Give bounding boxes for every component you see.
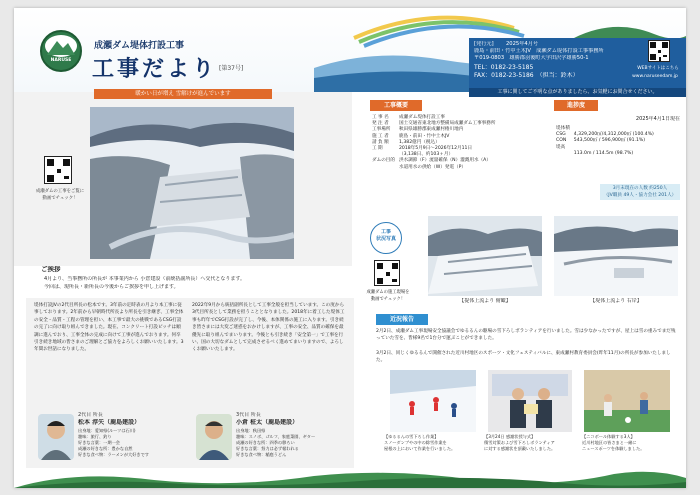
person-1-tag: 2代目 所長: [78, 412, 103, 418]
overview-value: （3,138日、約103ヶ月）: [398, 152, 454, 158]
logo-mountain-icon: [45, 35, 77, 57]
person-2-line-4: 好きな言葉：努力は必ず報われる: [236, 446, 299, 451]
progress-title: 進捗度: [554, 100, 598, 111]
publish-date: 2025年4月号: [506, 41, 539, 47]
person-2-name: 小倉 柾太（鹿島建設）: [236, 419, 299, 426]
progress-key: CON: [556, 138, 567, 144]
news-text-1: 2月2日、成瀬ダム工事現場安全協議会でゆるるんの駆場の雪下ろしボランティアを行いました。雪は少なかったですが、屋上は雪の重みでまだ残っていた雪を、皆様9名で1台分で運ぶことができました。: [376, 329, 676, 342]
milestone-badge: 3月末現在の人数 約250人 （JV職員 49人・協力会社 201人）: [600, 184, 680, 200]
publisher-label: [発行元]: [474, 41, 494, 47]
overview-key: 請 負 額: [372, 139, 389, 145]
greeting-text-1: 4月より、当事務所の所長が 本事業内から 小倉建設（前統括副所長）へ交代となります。: [44, 276, 245, 282]
person-2-line-2: 趣味：スノボ、ゴルフ、家庭菜園、ギター: [236, 434, 316, 439]
greeting-col-1: 堤体打設JVの2代目所長の松本です。3年前の定時表の月より本工事に従事しております。2年前から早朝時代所長より所長を引き継ぎ、工事全体の安全・品質・工程の管理を担い、本工事で最大の挑戦であるCSG打設の完了に向け取り組んできました。現在、コンクリート打設ピッチは順調に進んでおり、工事全体の完成に向けて工事が進んでおります。何卒引き続き地域の皆さまのご理解とご協力をよろしくお願いいたします。3年間お世話になりました。: [34, 303, 184, 353]
person-2-tag: 3代目 所長: [236, 412, 261, 418]
newsletter-title: 工事だより: [92, 57, 218, 82]
progress-key: 堤体積: [556, 126, 570, 131]
progress-value: 4,329,200㎥/4,312,000㎥ (100.4%): [573, 132, 654, 138]
progress-value: 113.0m / 114.5m (98.7%): [573, 150, 634, 156]
issue-number: [第37号]: [219, 65, 244, 72]
overview-value: 1,382億円（税込）: [398, 139, 440, 145]
overview-value: 2018年5月9日〜2026年12月11日: [398, 146, 473, 152]
publisher-company: 鹿島・前田・竹中土木JV 成瀬ダム堤体打設工事事務所: [474, 48, 604, 54]
overview-key: 発 注 者: [372, 121, 389, 127]
greeting-col-2: 2022年9月から統括副所長として工事全般を担当しています。この度から3代目所長として業務を担うこととなりました。2018年に着工した堤体工事も昨年でCSG打設が完了し、今後、本体関係の施工に入ります。引き続き皆さまには大変ご迷惑をおかけしますが、工事の安全、品質の確保を最優先に取り組んでまいります。今後とも引き続き「安全第一」で工事を行い、国の大切なダムとして完成させるべく進めてまいりますので、よろしくお願いいたします。: [192, 303, 345, 353]
construction-photo-right: [554, 216, 678, 296]
overview-row: [370, 165, 497, 171]
avatar-person-2: [196, 414, 232, 460]
newsletter-page: [14, 8, 686, 488]
photos-badge-label: 工事 状況写真: [375, 229, 396, 242]
inquiry-strip: 工事に関してご不明な点がありましたら、お気軽にお問合せください。: [469, 88, 686, 97]
overview-key: 工 期: [372, 146, 383, 152]
publisher-tel: TEL：0182-23-5185: [474, 64, 534, 71]
news-text-2: 3月2日、同じくゆるるんで開催された近川村地区のスポーツ・文化フェスティバルに、東成瀬村教育委員会(昨年11月)の所長が参加いたしました。: [376, 351, 671, 364]
person-1-line-2: 趣味：旅行、釣り: [78, 434, 112, 439]
news-photo-snow-removal: [390, 370, 476, 432]
overview-value: 国土交通省東北地方整備局成瀬ダム工事事務所: [398, 121, 496, 127]
news-caption-1: 【ゆるるんの雪下ろし作業】 スノーダンプやの中の除雪作業を 屋根の上において作業を行いました。: [384, 434, 456, 451]
construction-photo-left: [428, 216, 542, 296]
publisher-address: 〒019-0803 雄勝郡羽後町大字田沢字雄勝50-1: [474, 55, 589, 61]
overview-value: 成瀬ダム堤体打設工事: [398, 115, 445, 120]
news-photo-award-ceremony: [488, 370, 572, 432]
progress-date: 2025年4月1日現在: [635, 116, 680, 122]
news-caption-2: 【3月24日 感謝状授与式】 積雪対策および雪下ろしボランティア に対する感謝状を頂戴いたしました。: [484, 434, 556, 451]
person-1-line-3: 好きな言葉：一期一会: [78, 440, 120, 445]
right-qr-note: 成瀬ダムの施工現場を 動画でチェック！: [366, 290, 410, 302]
overview-table: [370, 115, 497, 171]
progress-table: [554, 126, 656, 157]
publisher-fax: FAX：0182-23-5186 （担当：鈴木）: [474, 72, 579, 79]
progress-key: 堤高: [556, 144, 566, 150]
website-url[interactable]: www.naruseedam.jp: [632, 74, 678, 79]
overview-row: [370, 158, 497, 164]
main-photo-caption: 暖かい日が増え 雪解けが進んでいます: [94, 89, 272, 99]
news-title: 近況報告: [376, 314, 428, 325]
progress-key: CSG: [556, 132, 566, 138]
person-2-line-5: 好きな食べ物：稲庭うどん: [236, 452, 287, 457]
left-video-qr-code[interactable]: [44, 156, 72, 184]
photo-caption-right: 【堤体上流より 右岸】: [590, 298, 642, 304]
overview-key: ダムの目的: [372, 158, 395, 164]
logo-text: NARUSE: [50, 58, 72, 63]
overview-key: [370, 165, 397, 171]
progress-row: [554, 151, 656, 157]
footer-hills-art: [14, 470, 686, 488]
greeting-text-2: 今回は、現所長・新所長の今後からご挨拶を申し上げます。: [44, 284, 179, 290]
progress-value: 543,500㎥ / 596,900㎥ (91.1%): [573, 138, 646, 144]
greeting-title: ご挨拶: [41, 266, 61, 273]
overview-value: 水道用水の供給（W）発電（P）: [398, 164, 467, 170]
news-caption-3: 【ニコボール体験する3人】 近川村地区の皆さまと一緒に ニュースポーツを体験しました。: [582, 434, 645, 451]
person-1-line-4: 成瀬の好きな所：豊かな自然: [78, 446, 133, 451]
overview-value: 秋田県雄勝郡東成瀬村椿川地内: [398, 127, 464, 133]
website-label: WEBサイトはこちら: [637, 66, 679, 71]
overview-title: 工事概要: [370, 100, 422, 111]
overview-key: 工 事 名: [372, 115, 389, 120]
person-1-name: 松本 淳矢（鹿島建設）: [78, 419, 141, 426]
overview-key: 工事場所: [372, 127, 391, 133]
newsletter-subtitle: 成瀬ダム堤体打設工事: [94, 41, 185, 51]
right-video-qr-code[interactable]: [374, 260, 400, 286]
person-1-line-1: 出身地：愛知県(ルーツは石川): [78, 428, 136, 433]
overview-value: 洪水調節（F）流量確保（N）灌漑用水（A）: [398, 158, 491, 164]
website-qr-code[interactable]: [648, 40, 670, 62]
person-1-line-5: 好きな食べ物：ラーメンが大好きです: [78, 452, 149, 457]
left-qr-note: 成瀬ダムの工事をご覧に 動画でチェック！: [35, 189, 85, 201]
main-dam-photo: [90, 107, 294, 259]
overview-value: 鹿島・前田・竹中土木JV: [398, 133, 450, 139]
person-2-line-3: 成瀬の好きな所：四季の移ろい: [236, 440, 295, 445]
progress-key: [554, 151, 572, 157]
news-photo-sports-event: [584, 370, 670, 432]
person-2-line-1: 出身地：秋田県: [236, 428, 266, 433]
avatar-person-1: [38, 414, 74, 460]
overview-key: 施 工 者: [372, 133, 389, 139]
photo-caption-left: 【提体上流より 俯瞰】: [459, 298, 511, 304]
